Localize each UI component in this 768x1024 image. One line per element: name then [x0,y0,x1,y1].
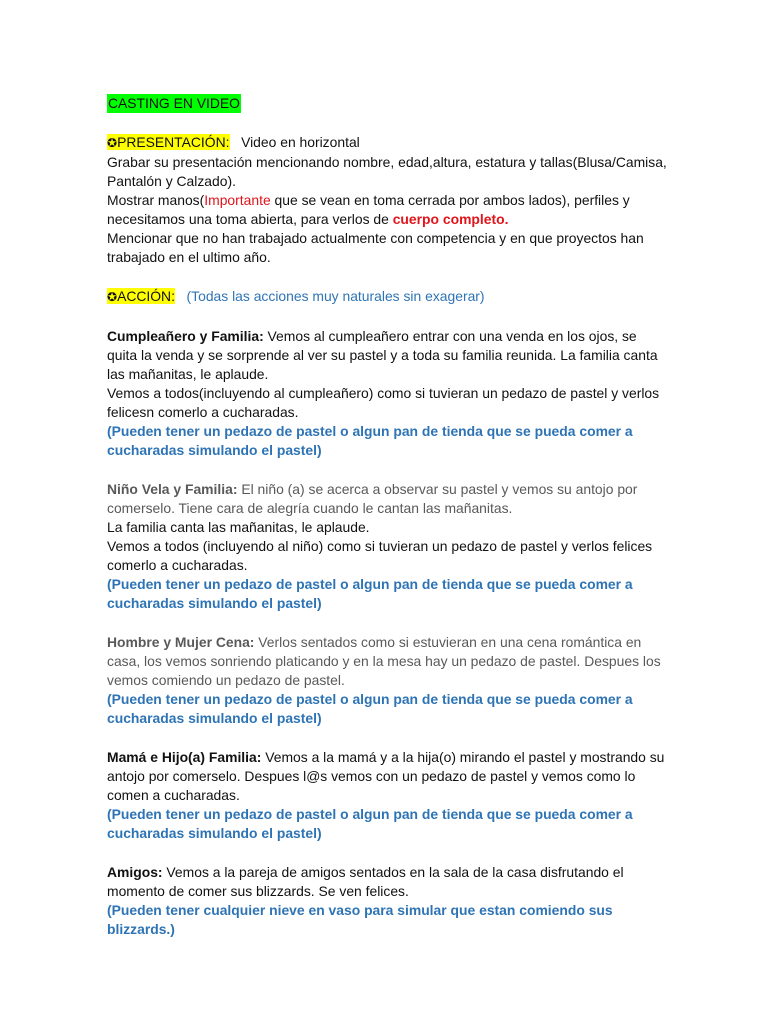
scene-amigos-note: (Pueden tener cualquier nieve en vaso para simular que estan comiendo sus blizzards.) [107,902,613,937]
important-text: Importante [204,192,271,208]
presentacion-note: Video en horizontal [241,134,360,150]
scene-nino-text1: El niño (a) se acerca a observar su pastel y vemos su antojo por comerselo. Tiene cara de alegría cuando le cantan las mañanitas. [107,481,638,516]
spacer [107,307,667,327]
scene-mama-hijo-text1: Vemos a la mamá y a la hija(o) mirando el pastel y mostrando su antojo por comerselo. Despues l@s vemos con un pedazo de pastel y vemos como lo comen a cucharadas. [107,749,665,803]
presentacion-label: PRESENTACIÓN: [117,134,230,150]
spacer [107,267,667,287]
scene-amigos-text1: Vemos a la pareja de amigos sentados en la sala de la casa disfrutando el momento de comer sus blizzards. Se ven felices. [107,864,624,899]
scene-cumpleanero-heading: Cumpleañero y Familia: [107,328,264,344]
scene-hombre-mujer-heading: Hombre y Mujer Cena: [107,634,255,650]
scene-cumpleanero-note: (Pueden tener un pedazo de pastel o algun pan de tienda que se pueda comer a cucharadas simulando el pastel) [107,423,633,458]
scene-hombre-mujer-note: (Pueden tener un pedazo de pastel o algun pan de tienda que se pueda comer a cucharadas simulando el pastel) [107,691,633,726]
scene-nino-text [107,480,667,518]
scene-mama-hijo-note: (Pueden tener un pedazo de pastel o algun pan de tienda que se pueda comer a cucharadas simulando el pastel) [107,806,633,841]
presentacion-label-highlight [107,134,230,150]
scene-hombre-mujer-text [107,633,667,690]
scene-mama-hijo-heading: Mamá e Hijo(a) Familia: [107,749,262,765]
star-icon: ✪ [107,136,118,150]
star-icon: ✪ [107,290,118,304]
document-title: CASTING EN VIDEO [108,95,240,111]
scene-nino-heading: Niño Vela y Familia: [107,481,238,497]
accion-heading [107,287,667,307]
presentacion-line-3: Mencionar que no han trabajado actualmente con competencia y en que proyectos han trabajado en el ultimo año. [107,230,644,265]
spacer [107,728,667,748]
scene-cumpleanero-text [107,327,667,384]
scene-nino-note: (Pueden tener un pedazo de pastel o algun pan de tienda que se pueda comer a cucharadas simulando el pastel) [107,576,633,611]
presentacion-line-1: Grabar su presentación mencionando nombre, edad,altura, estatura y tallas(Blusa/Camisa, Pantalón y Calzado). [107,154,667,189]
scene-nino-text3: Vemos a todos (incluyendo al niño) como si tuvieran un pedazo de pastel y verlos felices comerlo a cucharadas. [107,538,653,573]
full-body-text: cuerpo completo. [392,211,509,227]
spacer [107,460,667,480]
spacer [107,843,667,863]
scene-hombre-mujer-text1: Verlos sentados como si estuvieran en una cena romántica en casa, los vemos sonriendo platicando y en la mesa hay un pedazo de pastel. Despues los vemos comiendo un pedazo de pastel. [107,634,661,688]
presentacion-line-2 [107,191,667,229]
document-body [107,94,667,939]
document-title-row [107,94,667,133]
scene-cumpleanero-text2: Vemos a todos(incluyendo al cumpleañero) como si tuvieran un pedazo de pastel y verlos felicesn comerlo a cucharadas. [107,385,660,420]
accion-label-highlight [107,288,175,304]
scene-amigos-text [107,863,667,901]
scene-nino-text2: La familia canta las mañanitas, le aplaude. [107,519,370,535]
presentacion-line-2-b: que se vean en toma cerrada por ambos lados), perfiles y necesitamos una toma abierta, para verlos de [107,192,630,227]
presentacion-line-2-a: Mostrar manos( [107,192,205,208]
accion-note: (Todas las acciones muy naturales sin exagerar) [186,288,485,304]
scene-mama-hijo-text [107,748,667,805]
scene-cumpleanero-text1: Vemos al cumpleañero entrar con una venda en los ojos, se quita la venda y se sorprende al ver su pastel y a toda su familia reunida. La familia canta las mañanitas, le aplaude. [107,328,658,382]
presentacion-heading [107,133,667,153]
spacer [107,613,667,633]
scene-amigos-heading: Amigos: [107,864,163,880]
accion-label: ACCIÓN: [117,288,175,304]
